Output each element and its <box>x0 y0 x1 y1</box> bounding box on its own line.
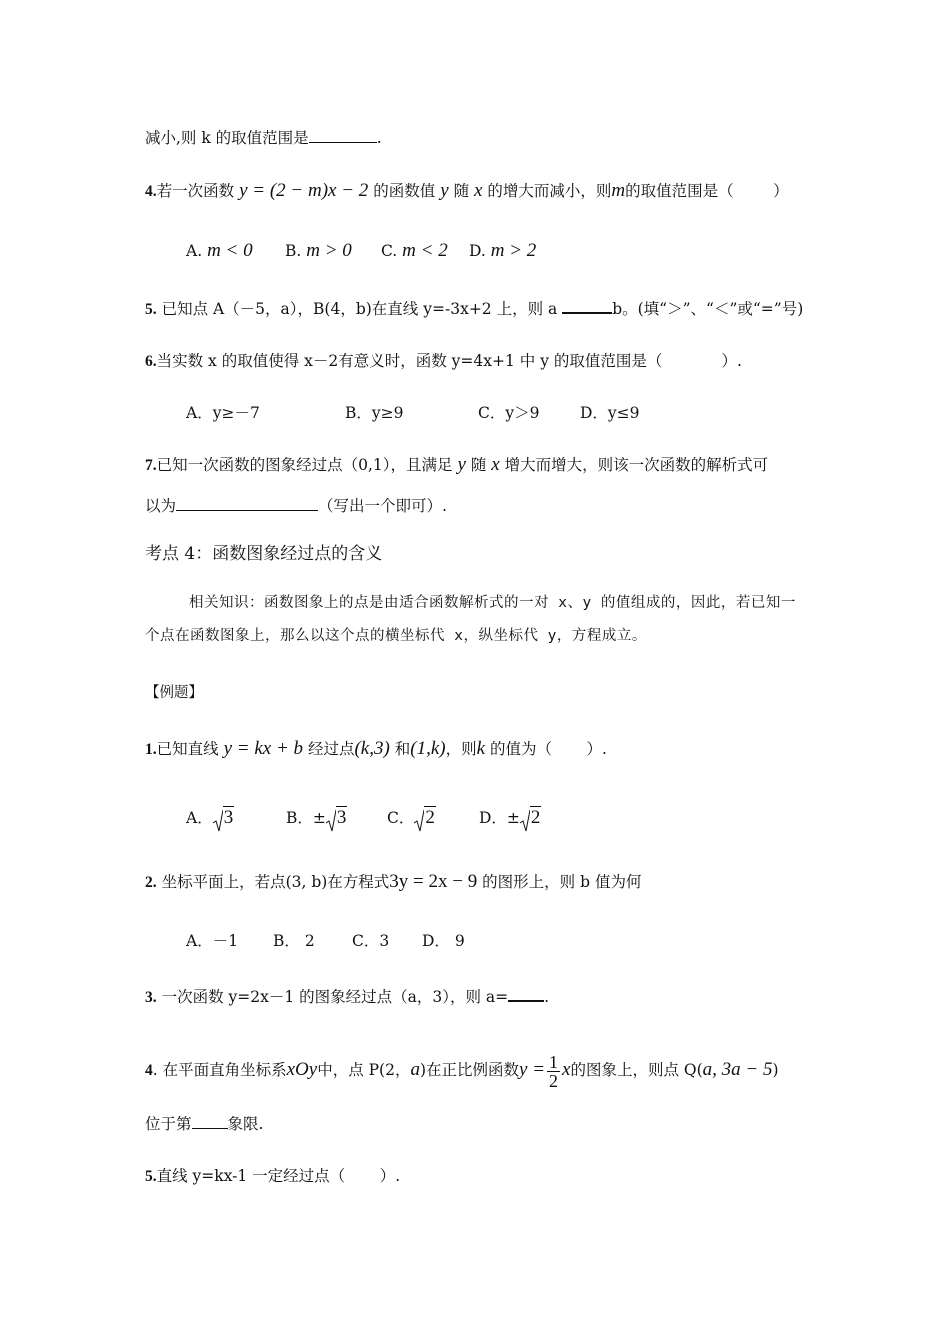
q6-option-a[interactable]: A．y≥－7 <box>186 404 260 422</box>
question-text: 减小,则 k 的取值范围是 <box>145 129 309 147</box>
question-5: 5. 已知点 A（－5，a），B(4，b)在直线 y=-3x+2 上，则 a b。(填“＞”、“＜”或“=”号) <box>145 300 804 318</box>
q6-option-d[interactable]: D．y≤9 <box>580 404 640 422</box>
e2-option-c[interactable]: C．3 <box>352 932 390 950</box>
e2-option-a[interactable]: A．－1 <box>186 932 239 950</box>
q4-option-a[interactable]: A. m < 0 <box>186 240 253 261</box>
example-4-line2: 位于第 象限. <box>145 1115 264 1133</box>
example-4: 4. 在平面直角坐标系xOy中，点 P(2，a)在正比例函数y = $\frac{1}{2}$ x的图象上，则点 Q(a, 3a − 5) <box>145 1051 779 1091</box>
answer-blank[interactable] <box>508 986 544 1002</box>
q6-option-c[interactable]: C．y＞9 <box>478 404 540 422</box>
answer-blank[interactable] <box>176 496 318 511</box>
q4-option-b[interactable]: B. m > 0 <box>285 240 352 261</box>
question-7-line2: 以为 （写出一个即可）. <box>145 497 447 515</box>
question-3-tail: 减小,则 k 的取值范围是 . <box>145 129 382 147</box>
math-expression: y = (2 − m)x − 2 <box>239 180 369 201</box>
q4-option-c[interactable]: C. m < 2 <box>381 240 448 261</box>
question-4: 4.若一次函数 y = (2 − m)x − 2 的函数值 y 随 x 的增大而减小，则m的取值范围是（ ） <box>145 180 789 201</box>
answer-blank[interactable] <box>192 1114 228 1129</box>
example-label: 【例题】 <box>145 685 203 701</box>
example-1: 1.已知直线 y = kx + b 经过点(k,3) 和(1,k)，则k 的值为（ ）. <box>145 738 607 759</box>
question-7: 7.已知一次函数的图象经过点（0,1），且满足 y 随 x 增大而增大，则该一次函数的解析式可 <box>145 454 769 475</box>
example-5: 5.直线 y=kx-1 一定经过点（ ）. <box>145 1167 401 1185</box>
e1-option-a[interactable]: A． 3 <box>186 808 234 828</box>
section-heading: 考点 4：函数图象经过点的含义 <box>145 544 383 564</box>
answer-blank[interactable] <box>309 128 377 143</box>
knowledge-paragraph: 相关知识：函数图象上的点是由适合函数解析式的一对 x、y 的值组成的，因此，若已知一个点在函数图象上，那么以这个点的横坐标代 x，纵坐标代 y，方程成立。 <box>145 595 796 644</box>
example-2: 2. 坐标平面上，若点(3, b)在方程式3y = 2x − 9 的图形上，则 b 值为何 <box>145 871 642 892</box>
answer-blank[interactable] <box>562 298 612 314</box>
q4-option-d[interactable]: D. m > 2 <box>469 240 537 261</box>
question-6: 6.当实数 x 的取值使得 x－2有意义时，函数 y=4x+1 中 y 的取值范围是（ ）. <box>145 352 742 370</box>
q6-option-b[interactable]: B．y≥9 <box>345 404 404 422</box>
e1-option-b[interactable]: B．± 3 <box>286 808 347 828</box>
e2-option-b[interactable]: B． 2 <box>273 932 315 950</box>
example-3: 3. 一次函数 y=2x－1 的图象经过点（a，3），则 a= . <box>145 988 550 1006</box>
e1-option-d[interactable]: D．± 2 <box>479 808 541 828</box>
e2-option-d[interactable]: D． 9 <box>422 932 465 950</box>
e1-option-c[interactable]: C． 2 <box>387 808 436 828</box>
